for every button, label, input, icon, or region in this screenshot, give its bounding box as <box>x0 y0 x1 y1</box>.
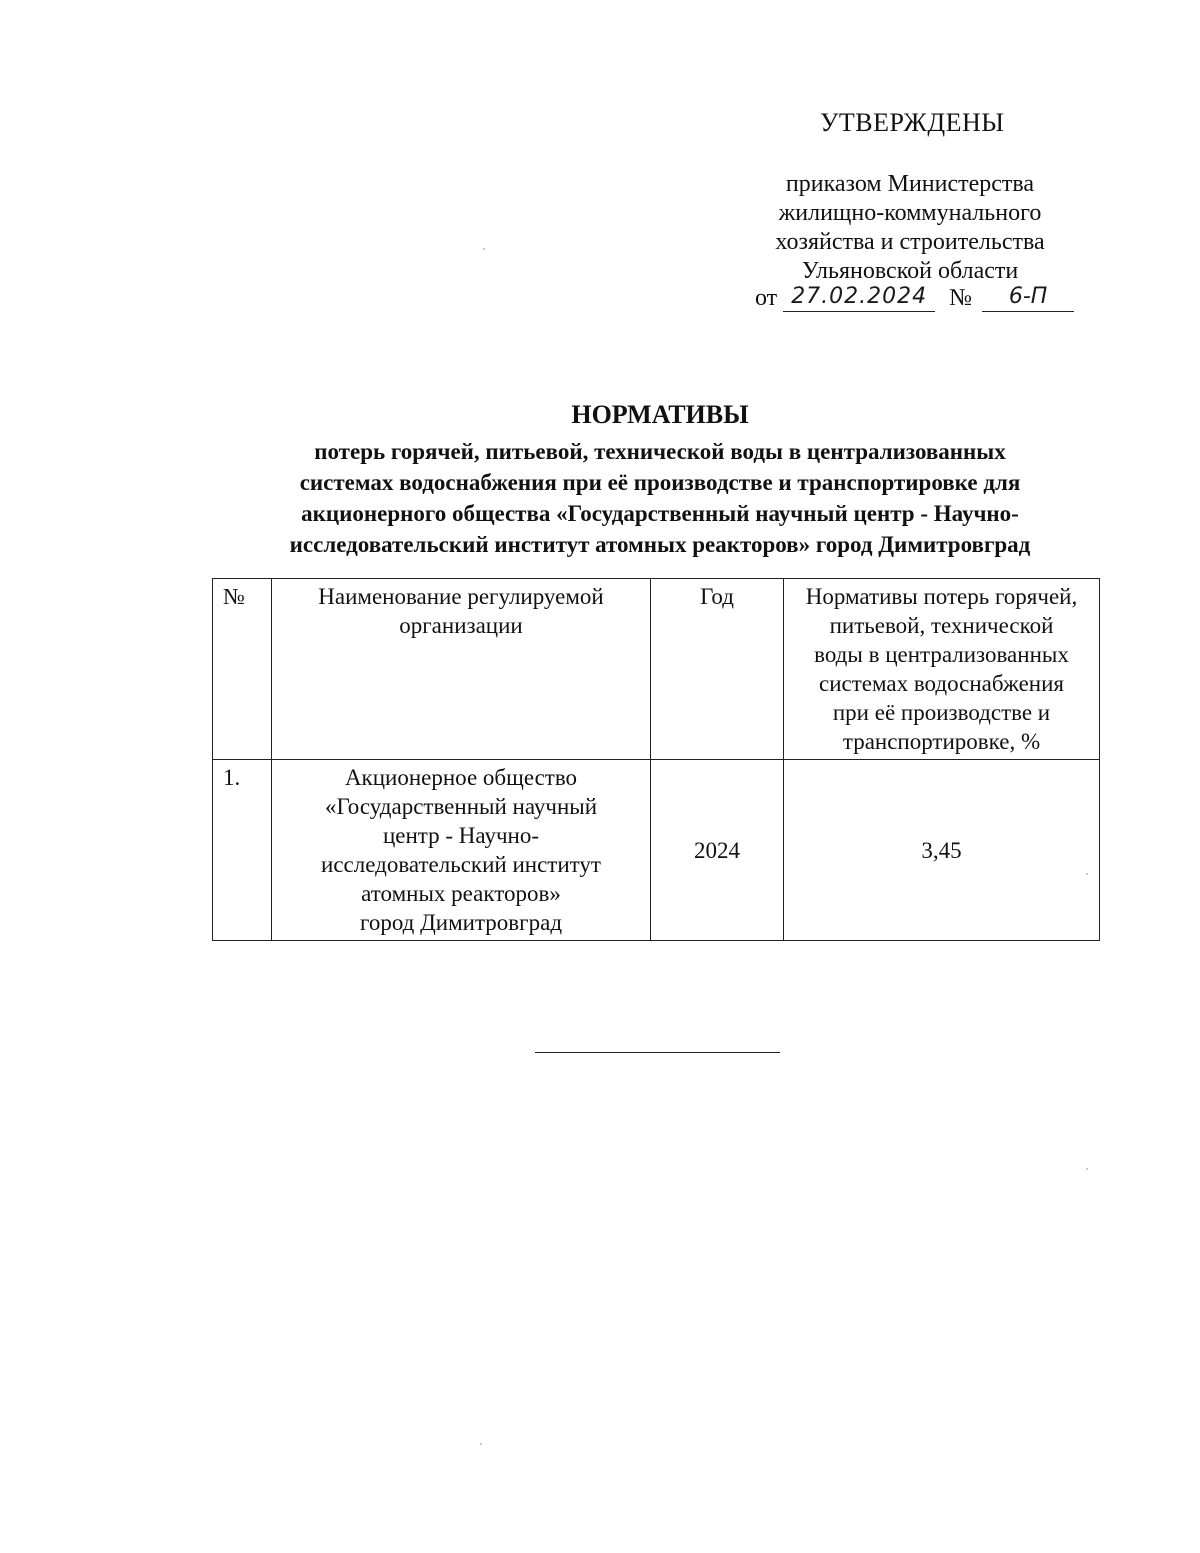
document-subtitle <box>220 436 1100 560</box>
table-row <box>213 760 1100 941</box>
subtitle-line: системах водоснабжения при её производстве и транспортировке для <box>299 470 1021 495</box>
row-year: 2024 <box>651 760 784 941</box>
order-line: приказом Министерства <box>785 171 1035 197</box>
scan-speck <box>1086 873 1088 875</box>
row-name-line: исследовательский институт <box>321 852 601 877</box>
subtitle-line: исследовательский институт атомных реакторов» город Димитровград <box>289 532 1031 557</box>
order-line: хозяйства и строительства <box>775 229 1045 255</box>
row-name-line: Акционерное общество <box>344 765 578 790</box>
header-norm-line: транспортировке, % <box>842 729 1041 754</box>
header-norm-line: Нормативы потерь горячей, <box>805 584 1078 609</box>
row-norm-value: 3,45 <box>784 760 1100 941</box>
header-name-line: организации <box>399 613 523 638</box>
row-name <box>272 760 651 941</box>
header-norm-line: воды в централизованных <box>814 642 1069 667</box>
header-norm-line: при её производстве и <box>832 700 1051 725</box>
order-line: Ульяновской области <box>801 258 1019 284</box>
approval-heading: УТВЕРЖДЕНЫ <box>820 108 1005 137</box>
subtitle-line: потерь горячей, питьевой, технической воды в централизованных <box>314 439 1006 464</box>
header-norm-line: питьевой, технической <box>829 613 1054 638</box>
from-label: от <box>755 285 778 311</box>
approving-order <box>740 170 1080 286</box>
table-header-row <box>213 579 1100 760</box>
row-num: 1. <box>213 760 272 941</box>
subtitle-line: акционерного общества «Государственный научный центр - Научно- <box>301 501 1019 526</box>
row-name-line: центр - Научно- <box>382 823 539 848</box>
header-name-line: Наименование регулируемой <box>318 584 604 609</box>
number-label: № <box>949 285 973 311</box>
scan-speck <box>483 248 485 250</box>
document-title: НОРМАТИВЫ <box>571 400 749 429</box>
row-name-line: город Димитровград <box>359 910 563 935</box>
closing-rule <box>535 1052 780 1053</box>
row-name-line: атомных реакторов» <box>361 881 561 906</box>
order-line: жилищно-коммунального <box>778 200 1042 226</box>
order-date-number <box>755 285 1074 312</box>
row-name-line: «Государственный научный <box>324 794 598 819</box>
order-date-handwritten: 27.02.2024 <box>783 285 935 312</box>
header-num: № <box>213 579 272 760</box>
scan-speck <box>1086 1168 1088 1170</box>
norms-table <box>212 578 1100 941</box>
scan-speck <box>480 1443 482 1445</box>
header-norm-line: системах водоснабжения <box>818 671 1064 696</box>
order-number-handwritten: 6-П <box>982 285 1074 312</box>
header-name <box>272 579 651 760</box>
header-norm <box>784 579 1100 760</box>
header-year: Год <box>651 579 784 760</box>
